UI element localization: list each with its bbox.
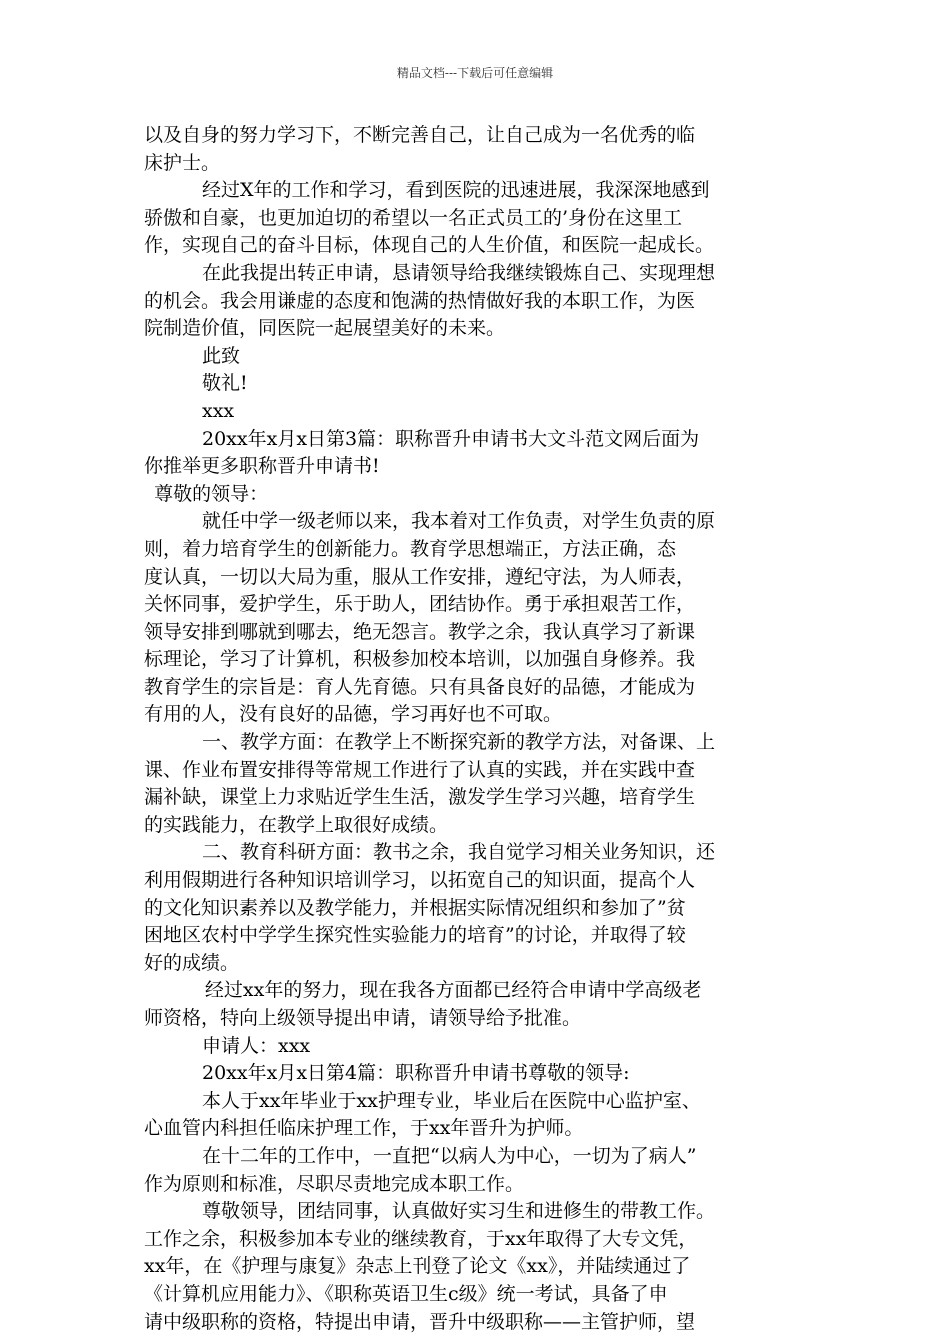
text-line: 的实践能力，在教学上取很好成绩。 — [144, 813, 449, 836]
text-line: 请中级职称的资格，特提出申请，晋升中级职称——主管护师，望 — [144, 1310, 696, 1333]
text-line: xxx — [202, 399, 235, 422]
text-line: 度认真，一切以大局为重，服从工作安排，遵纪守法，为人师表， — [144, 565, 696, 588]
text-line: 心血管内科担任临床护理工作，于xx年晋升为护师。 — [144, 1117, 584, 1140]
text-line: 的文化知识素养以及教学能力，并根据实际情况组织和参加了”贫 — [144, 896, 686, 919]
text-line: 尊敬的领导： — [154, 482, 269, 505]
text-line: 骄傲和自豪，也更加迫切的希望以一名正式员工的’身份在这里工 — [144, 206, 683, 229]
text-line: 《计算机应用能力》、《职称英语卫生c级》统一考试，具备了申 — [144, 1282, 668, 1305]
text-line: 20xx年x月x日第3篇：职称晋升申请书大文斗范文网后面为 — [202, 427, 700, 450]
text-line: 在此我提出转正申请，恳请领导给我继续锻炼自己、实现理想 — [202, 261, 716, 284]
text-line: 就任中学一级老师以来，我本着对工作负责，对学生负责的原 — [202, 510, 716, 533]
text-line: 在十二年的工作中，一直把“以病人为中心，一切为了病人” — [202, 1144, 697, 1167]
text-line: 作，实现自己的奋斗目标，体现自己的人生价值，和医院一起成长。 — [144, 234, 715, 257]
text-line: 有用的人，没有良好的品德，学习再好也不可取。 — [144, 703, 563, 726]
text-line: 本人于xx年毕业于xx护理专业，毕业后在医院中心监护室、 — [202, 1089, 701, 1112]
text-line: 则，着力培育学生的创新能力。教育学思想端正，方法正确，态 — [144, 537, 677, 560]
text-line: 领导安排到哪就到哪去，绝无怨言。教学之余，我认真学习了新课 — [144, 620, 696, 643]
text-line: 利用假期进行各种知识培训学习，以拓宽自己的知识面，提高个人 — [144, 869, 696, 892]
page-header: 精品文档---下载后可任意编辑 — [396, 66, 554, 80]
text-line: 作为原则和标准，尽职尽责地完成本职工作。 — [144, 1172, 525, 1195]
text-line: 此致 — [202, 344, 241, 367]
text-line: 床护士。 — [144, 151, 221, 174]
text-line: 好的成绩。 — [144, 951, 240, 974]
text-line: 以及自身的努力学习下，不断完善自己，让自己成为一名优秀的临 — [144, 124, 696, 146]
text-line: 师资格，特向上级领导提出申请，请领导给予批准。 — [144, 1007, 582, 1029]
text-line: 院制造价值，同医院一起展望美好的未来。 — [144, 317, 506, 340]
text-line: 标理论，学习了计算机，积极参加校本培训，以加强自身修养。我 — [144, 648, 696, 671]
text-line: xx年，在《护理与康复》杂志上刊登了论文《xx》，并陆续通过了 — [144, 1255, 691, 1278]
document-body — [144, 122, 808, 1336]
text-line: 申请人：xxx — [202, 1034, 311, 1057]
text-line: 尊敬领导，团结同事，认真做好实习生和进修生的带教工作。 — [202, 1200, 716, 1223]
text-line: 经过xx年的努力，现在我各方面都已经符合申请中学高级老 — [204, 979, 702, 1002]
text-line: 的机会。我会用谦虚的态度和饱满的热情做好我的本职工作，为医 — [144, 289, 696, 312]
text-line: 课、作业布置安排得等常规工作进行了认真的实践，并在实践中查 — [144, 758, 696, 781]
text-line: 一、教学方面：在教学上不断探究新的教学方法，对备课、上 — [202, 731, 716, 754]
text-line: 你推举更多职称晋升申请书! — [144, 455, 380, 478]
text-line: 二、教育科研方面：教书之余，我自觉学习相关业务知识，还 — [202, 841, 716, 864]
text-line: 工作之余，积极参加本专业的继续教育，于xx年取得了大专文凭， — [144, 1227, 698, 1250]
text-line: 关怀同事，爱护学生，乐于助人，团结协作。勇于承担艰苦工作， — [144, 593, 696, 616]
text-line: 经过X年的工作和学习，看到医院的迅速进展，我深深地感到 — [202, 179, 710, 202]
text-line: 漏补缺，课堂上力求贴近学生生活，激发学生学习兴趣，培育学生 — [144, 786, 696, 809]
text-line: 20xx年x月x日第4篇：职称晋升申请书尊敬的领导: — [202, 1062, 630, 1085]
text-line: 敬礼! — [202, 372, 248, 395]
text-line: 困地区农村中学学生探究性实验能力的培育”的讨论，并取得了较 — [144, 924, 686, 947]
text-line: 教育学生的宗旨是：育人先育德。只有具备良好的品德，才能成为 — [144, 675, 696, 698]
